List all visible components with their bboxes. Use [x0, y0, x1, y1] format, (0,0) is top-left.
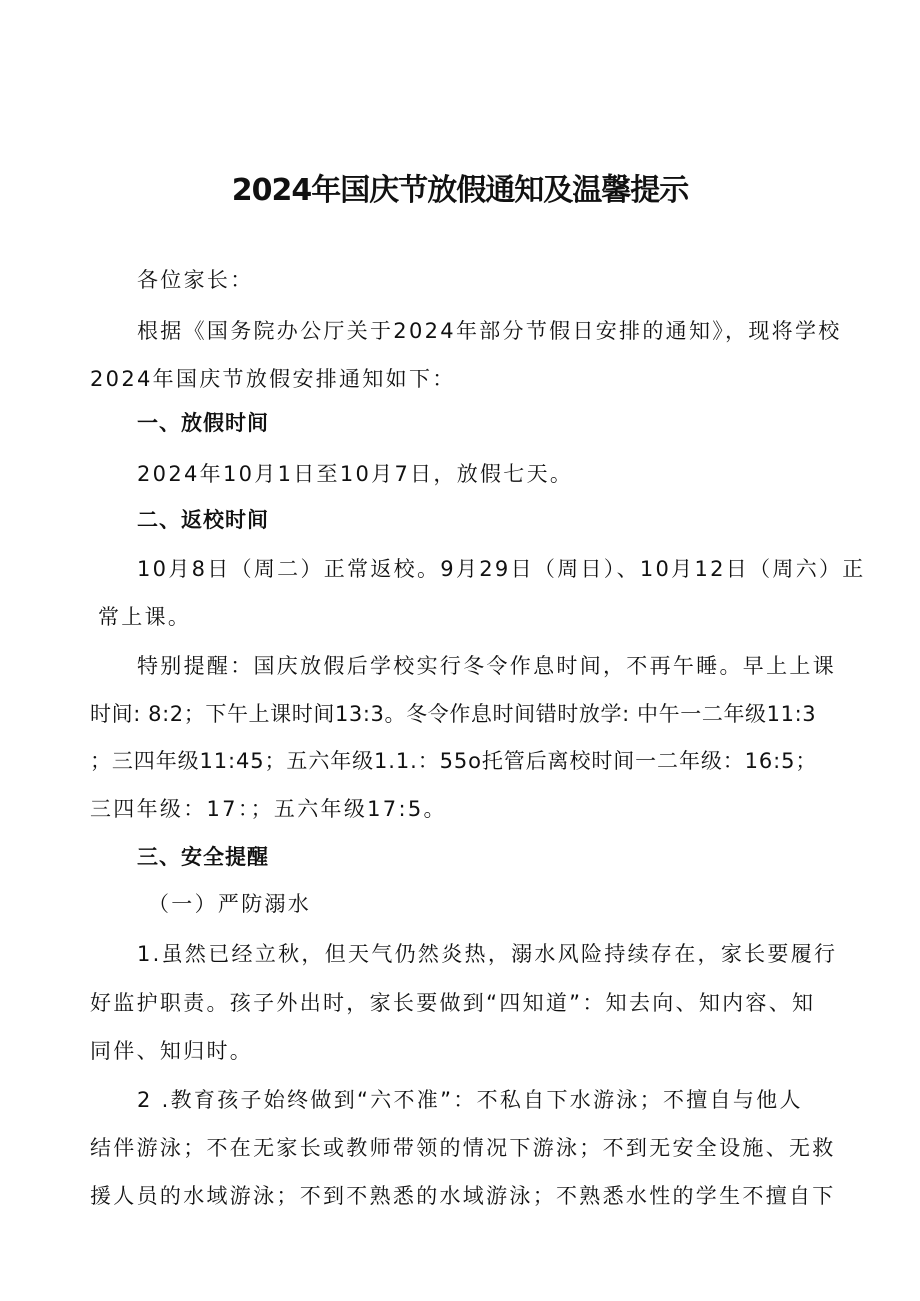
- intro-line-2: 2024年国庆节放假安排通知如下：: [90, 367, 456, 391]
- greeting: 各位家长：: [137, 268, 254, 292]
- reminder-line-2: 时间: 8:2；下午上课时间13:3。冬令作息时间错时放学: 中午一二年级11:3: [90, 702, 817, 726]
- return-line-2: 常上课。: [98, 605, 192, 629]
- item1-line-3: 同伴、知归时。: [90, 1039, 254, 1063]
- holiday-dates: 2024年10月1日至10月7日，放假七天。: [137, 462, 574, 486]
- reminder-line-4: 三四年级：17：；五六年级17:5。: [90, 797, 447, 821]
- section-heading-return: 二、返校时间: [137, 508, 269, 532]
- item2-line-1: 2 .教育孩子始终做到“六不准”：不私自下水游泳；不擅自与他人: [137, 1088, 803, 1112]
- document-title: 2024年国庆节放假通知及温馨提示: [231, 173, 689, 208]
- return-line-1: 10月8日（周二）正常返校。9月29日（周日）、10月12日（周六）正: [137, 557, 866, 581]
- reminder-line-1: 特别提醒：国庆放假后学校实行冬令作息时间，不再午睡。早上上课: [137, 654, 836, 678]
- reminder-line-3: ；三四年级11:45；五六年级1.1.：55o托管后离校时间一二年级：16:5；: [90, 749, 818, 773]
- item2-line-2: 结伴游泳；不在无家长或教师带领的情况下游泳；不到无安全设施、无救: [90, 1136, 836, 1160]
- section-heading-holiday: 一、放假时间: [137, 411, 269, 435]
- item1-line-2: 好监护职责。孩子外出时，家长要做到“四知道”：知去向、知内容、知: [90, 991, 816, 1015]
- subheading-drowning: （一）严防溺水: [148, 892, 312, 916]
- item2-line-3: 援人员的水域游泳；不到不熟悉的水域游泳；不熟悉水性的学生不擅自下: [90, 1184, 836, 1208]
- section-heading-safety: 三、安全提醒: [137, 845, 269, 869]
- intro-line-1: 根据《国务院办公厅关于2024年部分节假日安排的通知》，现将学校: [137, 319, 842, 343]
- item1-line-1: 1.虽然已经立秋，但天气仍然炎热，溺水风险持续存在，家长要履行: [137, 942, 838, 966]
